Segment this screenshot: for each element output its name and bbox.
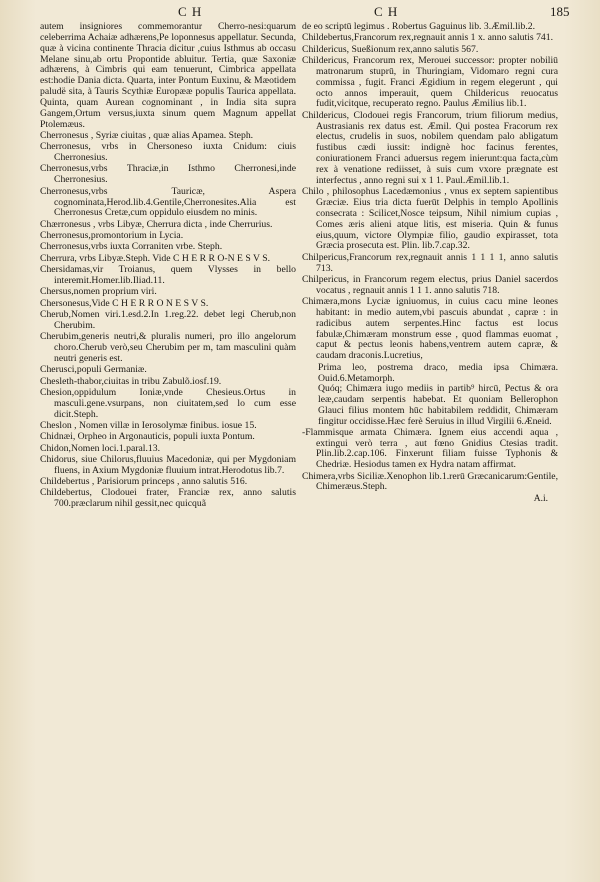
dictionary-entry: Cherub,Nomen viri.1.esd.2.In 1.reg.22. debet legi Cherub,non Cherubim. [40, 308, 296, 331]
dictionary-entry: Cherronesus,vrbs Thraciæ,in Isthmo Cherronesi,inde Cherronesius. [40, 163, 296, 186]
dictionary-entry: Childericus, Francorum rex, Merouei successor: propter nobiliū matronarum stuprū, in Thuringiam, Vidomaro regni cura commissa , fugit. Franci Ægidium in regem elegerunt , qui octo annos imperauit, quem Childericus reuocatus fudit,vicitque, recuperato regno. Paulus Æmilius lib.1. [302, 55, 558, 110]
header-letters-right: C H [374, 4, 399, 19]
header-letters-left: C H [178, 4, 203, 19]
verse-quote: Prima leo, postrema draco, media ipsa Chimæra. Ouid.6.Metamorph. [318, 361, 558, 384]
entry-continuation: autem insigniores commemorantur Cherro-nesi:quarum celeberrima Achaiæ adhærens,Pe loponnesus appellatur. Secunda, quæ à vicina continente Thracia dicitur ,cuius Isthmus ab occasu Melane sinu,ab ortu Propontide abluitur. Tertia, quæ Saxoniæ adhærens, à Cimbris qui eam tenuerunt, Cimbrica appellata est:hodie Dania dicta. Quarta, inter Pontum Euxinu, & Mæotidem paludë sita, à Tauris Scythiæ Europææ populis Taurica appellata. Quinta, quam Aurean cognominant , in India sita supra Gangem,Ortum versus,iuxta sinum quem Magnum appellat Ptolemæus. [40, 21, 296, 130]
dictionary-entry: Chilo , philosophus Lacedæmonius , vnus ex septem sapientibus Græciæ. Eius tria dicta fuerūt Delphis in templo Apollinis consecrata : Scilicet,Nosce teipsum, Nihil nimium cupias , Comes æris alieni atque litis, est miseria. Quin & funus eius,quum, victore Olympiæ filio, gaudio expirasset, tota Græcia prosecuta est. Plin. lib.7.cap.32. [302, 186, 558, 252]
dictionary-entry: Cheslon , Nomen villæ in Ierosolymæ finibus. iosue 15. [40, 419, 257, 431]
dictionary-entry: Childebertus , Parisiorum princeps , anno salutis 516. [40, 476, 248, 488]
dictionary-entry: Cherronesus, vrbs in Chersoneso iuxta Cnidum: ciuis Cherronesius. [40, 141, 296, 164]
dictionary-entry: Chærronesus , vrbs Libyæ, Cherrura dicta , inde Cherrurius. [40, 218, 273, 230]
running-header [0, 4, 600, 20]
verse-quote: Quóq; Chimæra iugo mediis in partib⁹ hircū, Pectus & ora leæ,caudam serpentis habebat. Et quoniam Bellerophon Glauci filius montem hūc habitabilem reddidit, Chimæram fingitur occidisse.Hæc ferè Seruius in illud Virgilii 6.Æneid. [318, 383, 558, 427]
dictionary-entry: -Flammisque armata Chimæra. Ignem eius accendi aqua , extingui verò terra , aut fœno Gnidius Ctesias tradit. Plin.lib.2.cap.106. Finxerunt filiam fuisse Typhonis & Chedriæ. Hesiodus tamen ex Hydra natam affirmat. [302, 426, 558, 471]
dictionary-entry: Chersidamas,vir Troianus, quem Vlysses in bello interemit.Homer.lib.Iliad.11. [40, 264, 296, 286]
dictionary-entry: Chersonesus,Vide C H E R R O N E S V S. [40, 297, 209, 309]
dictionary-entry: Chersus,nomen proprium viri. [40, 286, 157, 298]
entry-continuation: de eo scriptū legimus . Robertus Gaguinus lib. 3.Æmil.lib.2. [302, 21, 536, 32]
dictionary-entry: Chesleth-thabor,ciuitas in tribu Zabulõ.iosf.19. [40, 375, 222, 387]
dictionary-entry: Childebertus, Clodouei frater, Franciæ rex, anno salutis 700.præclarum nihil gessit,nec quicquã [40, 487, 296, 510]
dictionary-entry: Childericus, Sueßionum rex,anno salutis 567. [302, 43, 479, 55]
right-column [302, 22, 558, 505]
dictionary-entry: Childericus, Clodouei regis Francorum, trium filiorum medius, Austrasianis rex datus est. Æmil. Qui postea Fracorum rex electus, crudelis in suos, nobilem quendam palo abligatum fustibus cædi iussit: indignè hoc facinus ferentes, coniurationem Franci aduersus regem inierunt:qua facta,cùm rex à venatione rediisset, à suis cum vxore prægnate est interfectus , anno regni sui x 1 1. Paul.Æmil.lib.1. [302, 109, 558, 186]
dictionary-entry: Cherronesus,vrbs iuxta Corraniten vrbe. Steph. [40, 241, 223, 253]
dictionary-entry: Cherronesus,vrbs Tauricæ, Aspera cognominata,Herod.lib.4.Gentile,Cherronesites.Alia est Cherronesus Cretæ,cum oppidulo eiusdem no minis. [40, 185, 296, 219]
dictionary-entry: Chimæra,mons Lyciæ igniuomus, in cuius cacu mine leones habitant: in medio autem,vbi pascuis abundat , capræ : in radicibus autem serpentes.Hinc factus est locus fabulæ,Chimæram monstrum esse , quod flammas euomat , caput & pectus leonis habens,ventrem autem capræ, & caudam draconis.Lucretius, [302, 296, 558, 362]
dictionary-entry: Cherusci,populi Germaniæ. [40, 364, 147, 376]
dictionary-entry: Chidon,Nomen loci.1.paral.13. [40, 442, 160, 454]
dictionary-entry: Childebertus,Francorum rex,regnauit annis 1 x. anno salutis 741. [302, 32, 554, 44]
dictionary-entry: Cherubim,generis neutri,& pluralis numeri, pro illo angelorum choro.Cherub verò,seu Cherubim per m, tam masculini quàm neutri generis est. [40, 331, 296, 364]
signature-mark: A.i. [533, 493, 548, 504]
dictionary-entry: Cherrura, vrbs Libyæ.Steph. Vide C H E R R O-N E S V S. [40, 252, 271, 264]
left-column [40, 22, 296, 511]
dictionary-entry: Chesion,oppidulum Ioniæ,vnde Chesieus.Ortus in masculi.gene.vsurpans, non ciuitatem,sed lo cum esse dicit.Steph. [40, 386, 296, 420]
page-number: 185 [550, 4, 570, 19]
dictionary-entry: Chidorus, siue Chilorus,fluuius Macedoniæ, qui per Mygdoniam fluens, in Axium Mygdoniæ fluuium intrat.Herodotus lib.7. [40, 453, 296, 476]
dictionary-entry: Cherronesus , Syriæ ciuitas , quæ alias Apamea. Steph. [40, 129, 254, 141]
dictionary-entry: Cherronesus,promontorium in Lycia. [40, 230, 184, 242]
dictionary-entry: Chilpericus, in Francorum regem electus, prius Daniel sacerdos vocatus , regnauit annis 1 1 1. anno salutis 718. [302, 273, 558, 296]
dictionary-entry: Chidnæi, Orpheo in Argonauticis, populi iuxta Pontum. [40, 431, 255, 443]
dictionary-entry: Chimera,vrbs Siciliæ.Xenophon lib.1.rerū Græcanicarum:Gentile, Chimeræus.Steph. [302, 470, 558, 493]
dictionary-entry: Chilpericus,Francorum rex,regnauit annis 1 1 1 1, anno salutis 713. [302, 251, 558, 274]
